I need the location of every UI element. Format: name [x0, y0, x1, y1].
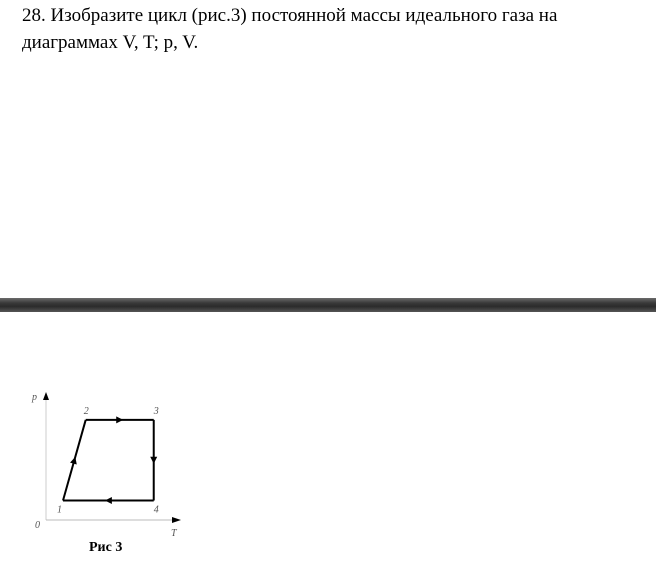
cycle-path: [63, 416, 157, 504]
x-axis-arrow: [172, 517, 181, 523]
point-label-4: 4: [153, 504, 159, 516]
origin-label: 0: [35, 520, 40, 531]
problem-statement: 28. Изобразите цикл (рис.3) постоянной массы идеального газа на диаграммах V, T; p, V.: [22, 5, 558, 53]
y-axis-label: p: [32, 392, 37, 403]
y-axis-arrow: [43, 392, 49, 400]
figure-caption: Рис 3: [89, 540, 123, 555]
point-label-3: 3: [153, 405, 159, 417]
point-label-2: 2: [83, 405, 89, 417]
cycle-arrow-4-1: [105, 497, 112, 504]
separator-bar: [0, 298, 656, 312]
p-t-diagram: [26, 388, 196, 538]
point-label-1: 1: [57, 504, 63, 516]
cycle-arrow-3-4: [150, 457, 157, 464]
cycle-arrow-2-3: [116, 416, 123, 423]
figure-3: [26, 388, 196, 566]
x-axis-label: T: [171, 528, 177, 539]
